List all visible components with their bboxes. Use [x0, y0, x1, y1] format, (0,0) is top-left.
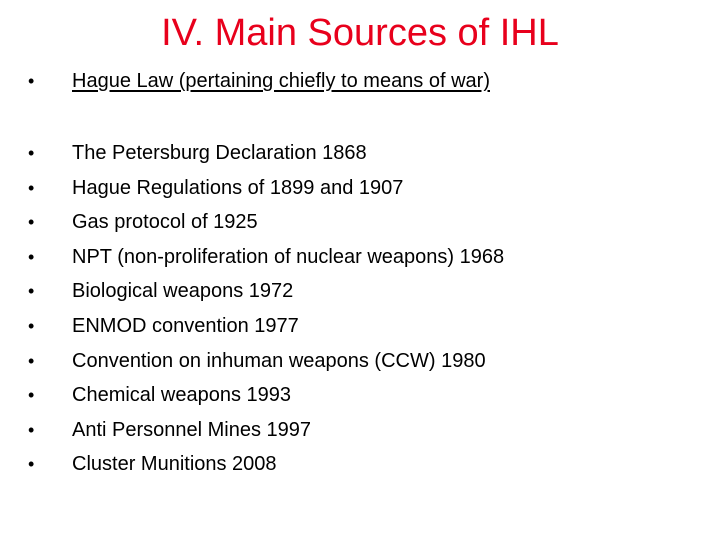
list-item [28, 344, 504, 379]
list-item-text: ENMOD convention 1977 [72, 314, 299, 337]
list-item [28, 171, 504, 206]
bullet-icon: • [28, 177, 35, 198]
list-item-text: Anti Personnel Mines 1997 [72, 418, 312, 441]
bullet-icon: • [28, 385, 35, 406]
list-item-text: Biological weapons 1972 [72, 280, 294, 303]
bullet-icon: • [28, 454, 35, 475]
list-item [28, 447, 504, 482]
list-item-text: Chemical weapons 1993 [72, 384, 292, 407]
bullet-icon: • [28, 315, 35, 336]
bullet-icon: • [28, 212, 35, 233]
list-item [28, 309, 504, 344]
section-heading [28, 69, 490, 93]
section-heading-text: Hague Law (pertaining chiefly to means of war) [72, 70, 490, 92]
bullet-icon: • [28, 350, 35, 371]
list-item-text: The Petersburg Declaration 1868 [72, 142, 367, 164]
list-item [28, 378, 504, 413]
bullet-icon: • [28, 281, 35, 302]
list-item [28, 240, 504, 275]
list-item-text: Convention on inhuman weapons (CCW) 1980 [72, 349, 486, 372]
bullet-icon: • [28, 143, 35, 163]
bullet-icon: • [28, 246, 35, 267]
sources-list [28, 136, 504, 482]
list-item-text: Gas protocol of 1925 [72, 211, 258, 234]
list-item-text: NPT (non-proliferation of nuclear weapons) 1968 [72, 245, 505, 268]
bullet-icon: • [28, 71, 35, 91]
bullet-icon: • [28, 419, 35, 440]
list-item-text: Cluster Munitions 2008 [72, 453, 277, 476]
list-item [28, 205, 504, 240]
list-item [28, 136, 504, 171]
list-item-text: Hague Regulations of 1899 and 1907 [72, 176, 404, 199]
slide-title: IV. Main Sources of IHL [161, 12, 559, 54]
list-item [28, 413, 504, 448]
list-item [28, 274, 504, 309]
